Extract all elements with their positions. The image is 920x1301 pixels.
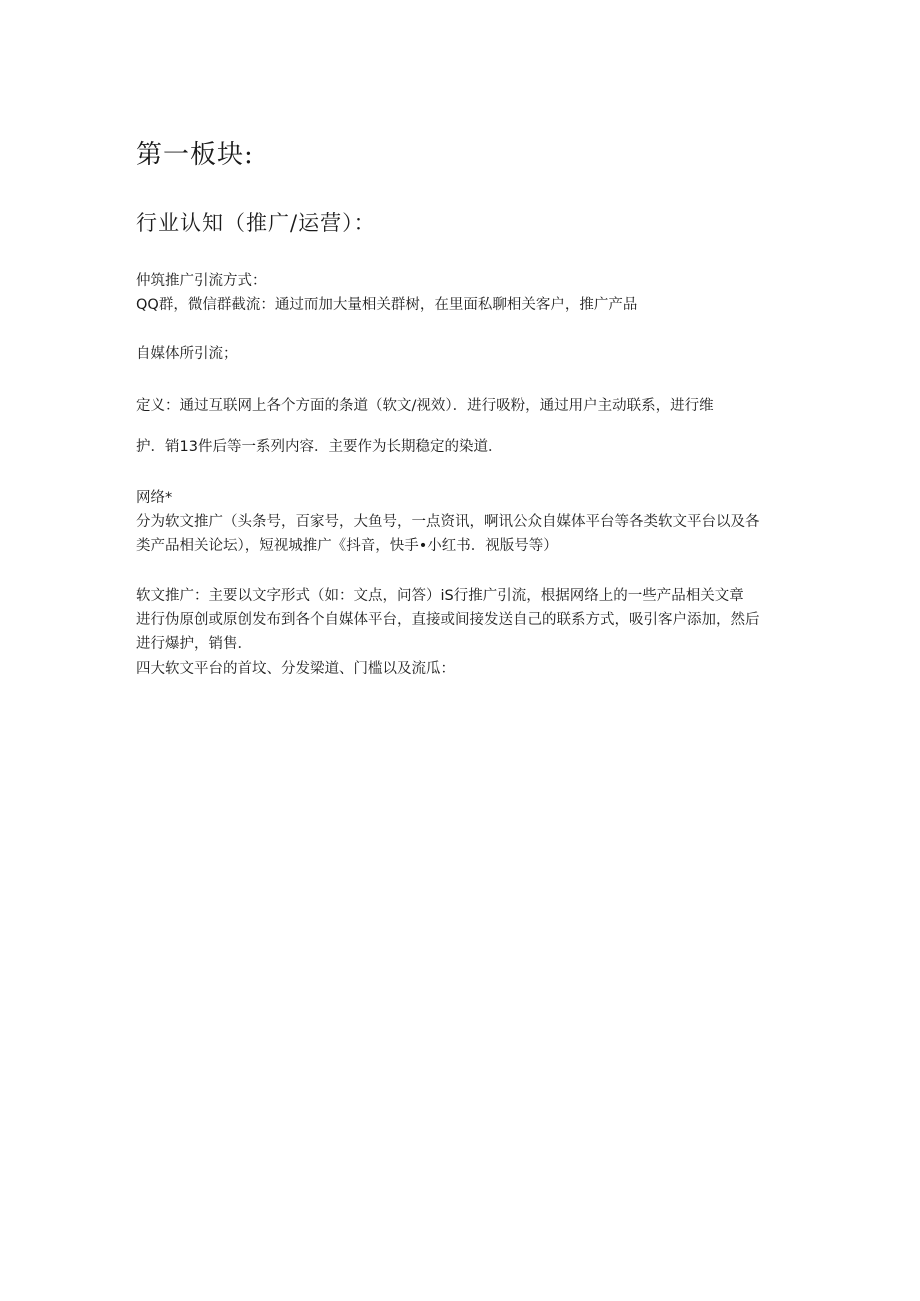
paragraph-line: 仲筑推广引流方式： xyxy=(136,273,267,289)
paragraph-line: 定义：通过互联网上各个方面的条道（软文/视效）．进行吸粉，通过用户主动联系，进行维 xyxy=(136,398,714,414)
paragraph-line: 类产品相关论坛），短视城推广《抖音，快手•小红书．视版号等） xyxy=(136,538,558,554)
paragraph-line: QQ群，微信群截流：通过而加大量相关群树，在里面私聊相关客户，推广产品 xyxy=(136,297,638,313)
paragraph-line: 进行爆护，销售． xyxy=(136,636,252,652)
paragraph-line: 进行伪原创或原创发布到各个自媒体平台，直接或间接发送自己的联系方式，吸引客户添加，然后 xyxy=(136,612,760,628)
paragraph-line: 四大软文平台的首坟、分发梁道、门槛以及流瓜： xyxy=(136,661,455,677)
paragraph-line: 软文推广：主要以文字形式（如：文点，问答）iS行推广引流，根据网络上的一些产品相关文章 xyxy=(136,588,744,604)
section-title: 第一板块: xyxy=(136,140,254,170)
paragraph-line: 网络* xyxy=(136,490,173,506)
paragraph-line: 自媒体所引流； xyxy=(136,346,238,362)
section-subtitle: 行业认知（推广/运营）： xyxy=(136,211,376,235)
paragraph-line: 护．销13件后等一系列内容．主要作为长期稳定的染道． xyxy=(136,439,503,455)
paragraph-line: 分为软文推广（头条号，百家号，大鱼号，一点资讯，啊讯公众自媒体平台等各类软文平台以及各 xyxy=(136,514,760,530)
